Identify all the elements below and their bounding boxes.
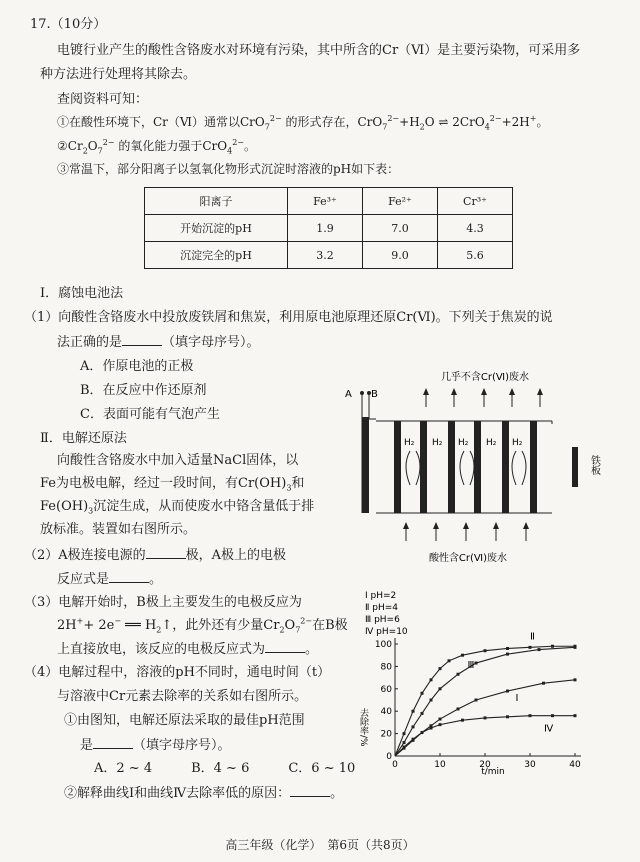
q1-line-2: 法正确的是 （填字母序号）。 xyxy=(57,335,260,350)
curve-label: Ⅳ xyxy=(544,723,554,735)
question-number: 17.（10分） xyxy=(30,17,107,32)
table-header-row xyxy=(145,188,513,215)
legend-entry: Ⅱ pH=4 xyxy=(365,603,399,613)
reference-3: ③常温下，部分阳离子以氢氧化物形式沉淀时溶液的pH如下表： xyxy=(57,162,400,176)
data-point xyxy=(439,667,442,670)
x-tick-label: 20 xyxy=(479,760,491,770)
data-point xyxy=(439,687,442,690)
y-tick-label: 80 xyxy=(380,662,392,673)
data-point xyxy=(457,673,460,676)
data-point xyxy=(506,690,509,693)
table-header-cell: Fe²⁺ xyxy=(363,188,438,215)
legend-entry: Ⅰ pH=2 xyxy=(365,591,397,601)
y-tick-label: 40 xyxy=(380,707,392,718)
data-point xyxy=(538,648,541,651)
removal-rate-chart xyxy=(355,588,630,778)
table-cell: 沉淀完全的pH xyxy=(145,242,288,269)
series-line-2 xyxy=(395,646,575,756)
data-point xyxy=(421,712,424,715)
answer-blank[interactable] xyxy=(109,570,149,583)
data-point xyxy=(461,719,464,722)
table-header-cell: 阳离子 xyxy=(145,188,288,215)
curve-label: Ⅰ xyxy=(515,693,519,705)
option-b: B．在反应中作还原剂 xyxy=(80,383,207,398)
part2-para-4: 放标准。装置如右图所示。 xyxy=(40,522,197,537)
x-tick-label: 0 xyxy=(392,760,398,770)
y-tick-label: 100 xyxy=(374,640,392,650)
y-tick-label: 20 xyxy=(380,729,392,740)
electrode-a-label: A xyxy=(345,389,352,400)
y-axis-label: 去除率/% xyxy=(358,708,368,747)
precipitation-ph-table xyxy=(144,187,513,269)
data-point xyxy=(475,662,478,665)
intro-line-2: 种方法进行处理将其除去。 xyxy=(40,67,197,82)
answer-blank[interactable] xyxy=(290,784,330,797)
data-point xyxy=(457,707,460,710)
iron-plate-right xyxy=(572,447,578,487)
apparatus-bottom-label: 酸性含Cr(Ⅵ)废水 xyxy=(428,553,508,564)
data-point xyxy=(574,646,577,649)
h2-label: H₂ xyxy=(404,438,415,448)
q4-line-2: 与溶液中Cr元素去除率的关系如右图所示。 xyxy=(57,689,308,704)
bottom-arrowheads xyxy=(403,522,529,529)
data-point xyxy=(574,714,577,717)
q3-line-2: 2H++ 2e− ══ $H_2↑$，此外还有少量$Cr_2O_7^{2-}$在B极 xyxy=(57,616,348,635)
option-c: C．表面可能有气泡产生 xyxy=(80,407,220,422)
q4-options: A．2 ~ 4 B．4 ~ 6 C．6 ~ 10 xyxy=(94,761,356,776)
h2-label: H₂ xyxy=(512,438,523,448)
x-tick-label: 40 xyxy=(569,760,581,770)
part2-para-1: 向酸性含铬废水中加入适量NaCl固体，以 xyxy=(57,453,299,468)
electrode-plate xyxy=(362,417,369,513)
data-point xyxy=(475,699,478,702)
x-axis-label: t/min xyxy=(481,767,505,777)
chart-legend xyxy=(365,591,408,637)
legend-entry: Ⅲ pH=6 xyxy=(365,615,400,625)
reference-1: ①在酸性环境下，Cr（Ⅵ）通常以CrO$_7^{2-}$ 的形式存在，$CrO_7^{2-}+H_2O$ ⇌ 2CrO$_4^{2-}$+2H+。 xyxy=(57,114,549,132)
x-tick-label: 30 xyxy=(524,760,536,770)
q2-line-1: （2）A极连接电源的 极，A极上的电极 xyxy=(24,548,287,563)
legend-entry: Ⅳ pH=10 xyxy=(365,627,408,637)
data-point xyxy=(529,646,532,649)
electrode-b-label: B xyxy=(371,389,378,400)
data-point xyxy=(461,654,464,657)
part2-para-2: Fe为电极电解，经过一段时间，有$Cr(OH)_3$和 xyxy=(40,476,305,493)
part2-para-3: $Fe(OH)_3$沉淀生成，从而使废水中铬含量低于排 xyxy=(40,499,315,516)
data-point xyxy=(412,738,415,741)
y-tick-label: 0 xyxy=(386,752,392,762)
series-line-3 xyxy=(395,647,575,756)
table-cell: 开始沉淀的pH xyxy=(145,215,288,242)
curve-label: Ⅲ xyxy=(467,660,475,672)
top-arrowheads xyxy=(423,388,543,395)
table-cell: 1.9 xyxy=(288,215,363,242)
table-header-cell: Cr³⁺ xyxy=(438,188,513,215)
intro-line-1: 电镀行业产生的酸性含铬废水对环境有污染，其中所含的Cr（Ⅵ）是主要污染物，可采用多 xyxy=(57,43,581,58)
q3-line-3: 上直接放电，该反应的电极反应式为 。 xyxy=(57,642,319,657)
q4-sub1-line-1: ①由图知，电解还原法采取的最佳pH范围 xyxy=(64,713,305,728)
table-cell: 5.6 xyxy=(438,242,513,269)
answer-blank[interactable] xyxy=(146,546,186,559)
data-point xyxy=(484,649,487,652)
data-point xyxy=(574,678,577,681)
option-a: A．作原电池的正极 xyxy=(80,359,194,374)
data-point xyxy=(439,723,442,726)
iron-plate-label: 铁板 xyxy=(588,455,600,475)
data-point xyxy=(421,731,424,734)
data-point xyxy=(506,647,509,650)
data-point xyxy=(403,732,406,735)
part2-title: Ⅱ．电解还原法 xyxy=(40,431,127,446)
answer-blank[interactable] xyxy=(265,640,305,653)
table-cell: 7.0 xyxy=(363,215,438,242)
q2-line-2: 反应式是 。 xyxy=(57,572,163,587)
data-point xyxy=(448,659,451,662)
table-cell: 9.0 xyxy=(363,242,438,269)
h2-label: H₂ xyxy=(432,438,443,448)
table-row xyxy=(145,242,513,269)
q4-sub1-line-2: 是 （填字母序号）。 xyxy=(80,738,231,753)
q4-line-1: （4）电解过程中，溶液的pH不同时，通电时间（t） xyxy=(24,665,331,680)
data-point xyxy=(551,645,554,648)
apparatus-top-label: 几乎不含Cr(Ⅵ)废水 xyxy=(440,372,530,383)
part1-title: I．腐蚀电池法 xyxy=(40,286,124,301)
data-point xyxy=(506,653,509,656)
data-point xyxy=(439,718,442,721)
data-point xyxy=(551,714,554,717)
h2-label: H₂ xyxy=(458,438,469,448)
electrolysis-apparatus xyxy=(340,365,630,585)
data-point xyxy=(412,710,415,713)
table-cell: 3.2 xyxy=(288,242,363,269)
data-point xyxy=(403,746,406,749)
data-point xyxy=(430,699,433,702)
table-row xyxy=(145,215,513,242)
x-tick-label: 10 xyxy=(434,760,446,770)
data-point xyxy=(421,692,424,695)
data-point xyxy=(506,715,509,718)
data-point xyxy=(412,725,415,728)
data-point xyxy=(430,727,433,730)
table-header-cell: Fe³⁺ xyxy=(288,188,363,215)
q4-sub2: ②解释曲线Ⅰ和曲线Ⅳ去除率低的原因： 。 xyxy=(64,786,344,801)
answer-blank[interactable] xyxy=(122,333,162,346)
data-point xyxy=(542,682,545,685)
reference-title: 查阅资料可知： xyxy=(57,92,149,107)
series-line-4 xyxy=(395,716,575,756)
curve-label: Ⅱ xyxy=(530,631,535,643)
iron-plates xyxy=(394,421,537,513)
q1-line-1: （1）向酸性含铬废水中投放废铁屑和焦炭，利用原电池原理还原Cr(Ⅵ)。下列关于焦炭的说 xyxy=(24,310,553,325)
y-tick-label: 60 xyxy=(380,684,392,695)
h2-label: H₂ xyxy=(486,438,497,448)
data-point xyxy=(529,714,532,717)
data-point xyxy=(403,741,406,744)
data-point xyxy=(430,678,433,681)
q3-line-1: （3）电解开始时，B极上主要发生的电极反应为 xyxy=(24,595,302,610)
page-footer: 高三年级（化学） 第6页（共8页） xyxy=(225,838,415,852)
data-point xyxy=(484,716,487,719)
answer-blank[interactable] xyxy=(93,736,133,749)
reference-2: $②Cr_2O_7^{2-}$ 的氧化能力强于CrO$_4^{2-}$。 xyxy=(57,138,257,156)
table-cell: 4.3 xyxy=(438,215,513,242)
